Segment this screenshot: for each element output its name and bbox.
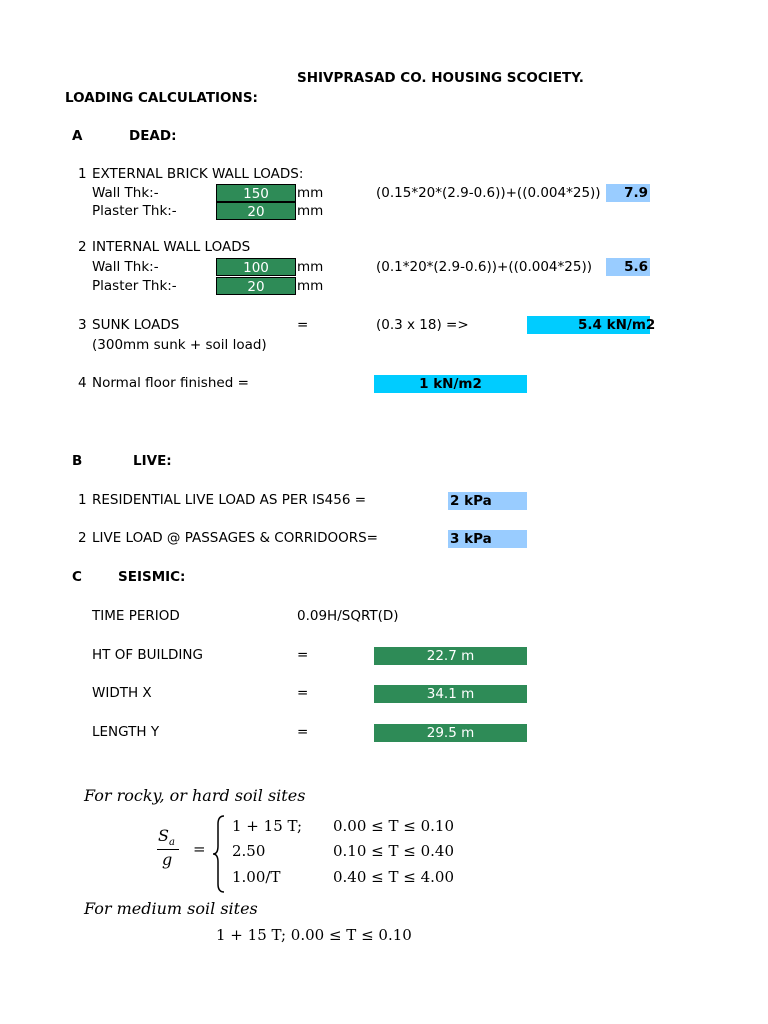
case-range-2: 0.10 ≤ T ≤ 0.40 [333,842,455,860]
section-a-letter: A [72,128,83,144]
plaster-thk-label: Plaster Thk:- [92,278,177,294]
brace-icon [212,814,228,894]
result-cell[interactable]: 5.6 [606,258,650,276]
item-number: 1 [78,166,87,182]
unit-label: mm [297,203,324,219]
case-expr-1: 1 + 15 T; [232,817,303,835]
item-number: 2 [78,530,87,546]
wall-thk-cell[interactable]: 150 [216,184,296,202]
unit-label: mm [297,278,324,294]
sheet-title: SHIVPRASAD CO. HOUSING SCOCIETY. [297,70,584,86]
internal-wall-label: INTERNAL WALL LOADS [92,239,251,255]
equals-sign: = [193,840,206,858]
case-range-1: 0.00 ≤ T ≤ 0.10 [333,817,455,835]
formula-text: (0.3 x 18) => [376,317,469,333]
time-period-formula: 0.09H/SQRT(D) [297,608,399,624]
formula-text: (0.1*20*(2.9-0.6))+((0.004*25)) [376,259,592,275]
rocky-soil-title: For rocky, or hard soil sites [84,786,306,805]
g-denominator: g [162,850,173,869]
cropped-next-row: 1 + 15 T; 0.00 ≤ T ≤ 0.10 [216,926,412,944]
external-wall-label: EXTERNAL BRICK WALL LOADS: [92,166,304,182]
item-number: 3 [78,317,87,333]
section-c-letter: C [72,569,82,585]
medium-soil-title: For medium soil sites [84,899,258,918]
width-label: WIDTH X [92,685,152,701]
result-cell[interactable]: 7.9 [606,184,650,202]
length-cell[interactable]: 29.5 m [374,724,527,742]
equals-sign: = [297,317,309,333]
plaster-thk-cell[interactable]: 20 [216,202,296,220]
equals-sign: = [297,685,309,701]
plaster-thk-label: Plaster Thk:- [92,203,177,219]
sheet-subtitle: LOADING CALCULATIONS: [65,90,258,106]
equals-sign: = [297,724,309,740]
wall-thk-cell[interactable]: 100 [216,258,296,276]
length-label: LENGTH Y [92,724,160,740]
passage-live-label: LIVE LOAD @ PASSAGES & CORRIDOORS= [92,530,378,546]
case-range-3: 0.40 ≤ T ≤ 4.00 [333,868,455,886]
unit-label: mm [297,185,324,201]
item-number: 2 [78,239,87,255]
floor-finish-cell[interactable]: 1 kN/m2 [374,375,527,393]
sunk-result-cell[interactable]: 5.4 kN/m2 [527,316,650,334]
section-b-letter: B [72,453,83,469]
case-expr-2: 2.50 [232,842,266,860]
sa-numerator: $S_a$ [158,826,175,849]
sunk-loads-label: SUNK LOADS [92,317,180,333]
section-a-heading: DEAD: [129,128,177,144]
height-label: HT OF BUILDING [92,647,203,663]
item-number: 1 [78,492,87,508]
formula-text: (0.15*20*(2.9-0.6))+((0.004*25)) [376,185,601,201]
unit-label: mm [297,259,324,275]
item-number: 4 [78,375,87,391]
passage-live-cell[interactable]: 3 kPa [448,530,527,548]
section-b-heading: LIVE: [133,453,172,469]
residential-live-label: RESIDENTIAL LIVE LOAD AS PER IS456 = [92,492,367,508]
height-cell[interactable]: 22.7 m [374,647,527,665]
equals-sign: = [297,647,309,663]
width-cell[interactable]: 34.1 m [374,685,527,703]
floor-finish-label: Normal floor finished = [92,375,249,391]
time-period-label: TIME PERIOD [92,608,180,624]
formula-image [80,780,500,944]
residential-live-cell[interactable]: 2 kPa [448,492,527,510]
case-expr-3: 1.00/T [232,868,281,886]
wall-thk-label: Wall Thk:- [92,259,159,275]
sunk-note: (300mm sunk + soil load) [92,337,267,353]
plaster-thk-cell[interactable]: 20 [216,277,296,295]
section-c-heading: SEISMIC: [118,569,186,585]
wall-thk-label: Wall Thk:- [92,185,159,201]
